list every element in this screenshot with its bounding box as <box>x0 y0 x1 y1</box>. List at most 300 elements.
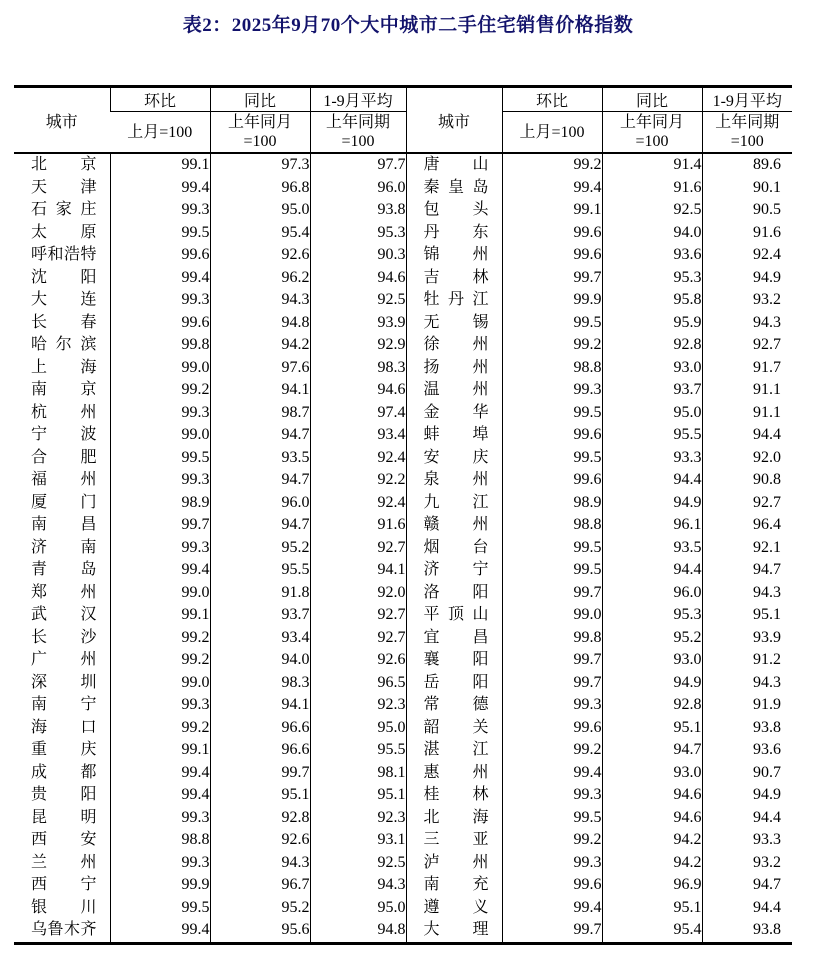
yoy-value: 95.5 <box>210 559 310 582</box>
yoy-value: 94.6 <box>602 807 702 830</box>
yoy-value: 93.6 <box>602 244 702 267</box>
avg-value: 94.7 <box>702 874 792 897</box>
yoy-value: 92.8 <box>602 694 702 717</box>
avg-value: 93.8 <box>702 919 792 943</box>
mom-value: 99.3 <box>110 852 210 875</box>
mom-value: 99.3 <box>110 694 210 717</box>
city-name: 昆 明 <box>31 808 97 826</box>
mom-value: 99.2 <box>502 739 602 762</box>
yoy-value: 94.6 <box>602 784 702 807</box>
mom-value: 99.6 <box>502 244 602 267</box>
table-row <box>14 357 792 380</box>
header-avg-base-line2: =100 <box>341 133 375 150</box>
mom-value: 99.0 <box>502 604 602 627</box>
table-row <box>14 289 792 312</box>
city-name: 大 理 <box>406 919 502 943</box>
mom-value: 99.2 <box>502 829 602 852</box>
avg-value: 94.3 <box>702 312 792 335</box>
mom-value: 99.6 <box>502 717 602 740</box>
mom-value: 99.0 <box>110 357 210 380</box>
yoy-value: 94.9 <box>602 672 702 695</box>
table-row <box>14 919 792 943</box>
yoy-value: 92.8 <box>210 807 310 830</box>
city-name: 济 南 <box>31 538 97 556</box>
avg-value: 94.3 <box>310 874 406 897</box>
mom-value: 99.0 <box>110 424 210 447</box>
table-title: 表2：2025年9月70个大中城市二手住宅销售价格指数 <box>182 15 634 36</box>
yoy-value: 91.8 <box>210 582 310 605</box>
table-row <box>14 379 792 402</box>
city-name: 北 京 <box>31 156 97 173</box>
mom-value: 99.1 <box>110 153 210 177</box>
yoy-value: 94.7 <box>602 739 702 762</box>
yoy-value: 96.9 <box>602 874 702 897</box>
yoy-value: 95.6 <box>210 919 310 943</box>
avg-value: 97.7 <box>310 153 406 177</box>
table-row <box>14 762 792 785</box>
mom-value: 99.7 <box>502 919 602 943</box>
header-avg-base-left <box>310 112 406 154</box>
yoy-value: 97.6 <box>210 357 310 380</box>
header-city-left: 城市 <box>14 87 110 154</box>
mom-value: 99.2 <box>502 153 602 177</box>
mom-value: 99.9 <box>502 289 602 312</box>
yoy-value: 91.6 <box>602 177 702 200</box>
city-name: 岳 阳 <box>406 672 502 695</box>
mom-value: 99.4 <box>110 919 210 943</box>
avg-value: 95.0 <box>310 897 406 920</box>
city-name: 合 肥 <box>31 448 97 466</box>
mom-value: 99.5 <box>502 312 602 335</box>
yoy-value: 95.0 <box>602 402 702 425</box>
mom-value: 99.3 <box>502 784 602 807</box>
mom-value: 99.3 <box>502 379 602 402</box>
avg-value: 91.9 <box>702 694 792 717</box>
mom-value: 99.3 <box>110 807 210 830</box>
mom-value: 99.3 <box>110 289 210 312</box>
yoy-value: 95.2 <box>210 897 310 920</box>
avg-value: 93.1 <box>310 829 406 852</box>
avg-value: 94.9 <box>702 267 792 290</box>
mom-value: 99.5 <box>502 402 602 425</box>
city-name: 秦 皇 岛 <box>406 177 502 200</box>
header-avg-base-line1: 上年同期 <box>325 114 390 131</box>
avg-value: 94.4 <box>702 897 792 920</box>
yoy-value: 96.6 <box>210 739 310 762</box>
city-name: 郑 州 <box>31 583 97 601</box>
table-row <box>14 694 792 717</box>
city-name: 天 津 <box>31 178 97 196</box>
table-row <box>14 402 792 425</box>
yoy-value: 95.5 <box>602 424 702 447</box>
city-name: 泸 州 <box>406 852 502 875</box>
city-name: 长 沙 <box>31 628 97 646</box>
avg-value: 92.2 <box>310 469 406 492</box>
avg-value: 94.6 <box>310 379 406 402</box>
city-name: 西 安 <box>31 831 97 848</box>
mom-value: 99.5 <box>502 447 602 470</box>
yoy-value: 96.8 <box>210 177 310 200</box>
mom-value: 99.7 <box>502 267 602 290</box>
city-name: 福 州 <box>31 471 97 488</box>
city-name: 惠 州 <box>406 762 502 785</box>
city-name: 常 德 <box>406 694 502 717</box>
yoy-value: 93.5 <box>602 537 702 560</box>
table-row <box>14 559 792 582</box>
city-name: 南 京 <box>31 381 97 398</box>
avg-value: 90.1 <box>702 177 792 200</box>
mom-value: 99.1 <box>110 739 210 762</box>
avg-value: 96.0 <box>310 177 406 200</box>
header-yoy-base-left <box>210 112 310 154</box>
yoy-value: 95.4 <box>210 222 310 245</box>
avg-value: 94.4 <box>702 807 792 830</box>
city-name: 乌 鲁 木 齐 <box>31 921 97 938</box>
city-name: 海 口 <box>31 718 97 736</box>
mom-value: 99.4 <box>110 762 210 785</box>
table-row <box>14 222 792 245</box>
yoy-value: 93.4 <box>210 627 310 650</box>
yoy-value: 98.3 <box>210 672 310 695</box>
avg-value: 93.8 <box>310 199 406 222</box>
avg-value: 95.0 <box>310 717 406 740</box>
mom-value: 99.3 <box>110 402 210 425</box>
city-name: 武 汉 <box>31 606 97 623</box>
mom-value: 99.0 <box>110 672 210 695</box>
mom-value: 99.3 <box>110 537 210 560</box>
city-name: 长 春 <box>31 313 97 331</box>
yoy-value: 94.0 <box>602 222 702 245</box>
city-name: 南 昌 <box>31 516 97 533</box>
price-index-table <box>14 85 792 945</box>
yoy-value: 93.7 <box>602 379 702 402</box>
header-yoy-base-line2: =100 <box>635 133 669 150</box>
yoy-value: 95.2 <box>602 627 702 650</box>
mom-value: 99.4 <box>110 559 210 582</box>
city-name: 温 州 <box>406 379 502 402</box>
avg-value: 93.6 <box>702 739 792 762</box>
yoy-value: 92.6 <box>210 829 310 852</box>
avg-value: 92.5 <box>310 289 406 312</box>
header-yoy-right: 同比 <box>602 87 702 112</box>
yoy-value: 94.7 <box>210 514 310 537</box>
avg-value: 92.1 <box>702 537 792 560</box>
mom-value: 98.9 <box>110 492 210 515</box>
avg-value: 91.6 <box>702 222 792 245</box>
city-name: 厦 门 <box>31 493 97 511</box>
yoy-value: 94.4 <box>602 559 702 582</box>
city-name: 丹 东 <box>406 222 502 245</box>
mom-value: 99.1 <box>502 199 602 222</box>
avg-value: 97.4 <box>310 402 406 425</box>
city-name: 赣 州 <box>406 514 502 537</box>
avg-value: 94.4 <box>702 424 792 447</box>
city-name: 韶 关 <box>406 717 502 740</box>
yoy-value: 94.9 <box>602 492 702 515</box>
yoy-value: 93.0 <box>602 762 702 785</box>
city-name: 无 锡 <box>406 312 502 335</box>
table-row <box>14 267 792 290</box>
city-name: 洛 阳 <box>406 582 502 605</box>
header-mom-left: 环比 <box>110 87 210 112</box>
avg-value: 95.3 <box>310 222 406 245</box>
yoy-value: 95.0 <box>210 199 310 222</box>
table-row <box>14 447 792 470</box>
avg-value: 91.1 <box>702 402 792 425</box>
yoy-value: 94.1 <box>210 694 310 717</box>
avg-value: 92.7 <box>310 537 406 560</box>
avg-value: 92.6 <box>310 649 406 672</box>
city-name: 石 家 庄 <box>31 201 97 218</box>
city-name: 三 亚 <box>406 829 502 852</box>
city-name: 深 圳 <box>31 673 97 691</box>
city-name: 银 川 <box>31 898 97 916</box>
yoy-value: 98.7 <box>210 402 310 425</box>
table-header <box>14 87 792 154</box>
header-yoy-base-line2: =100 <box>243 133 277 150</box>
yoy-value: 93.0 <box>602 649 702 672</box>
avg-value: 90.5 <box>702 199 792 222</box>
table-row <box>14 717 792 740</box>
yoy-value: 92.5 <box>602 199 702 222</box>
city-name: 唐 山 <box>406 153 502 177</box>
yoy-value: 95.3 <box>602 267 702 290</box>
table-row <box>14 492 792 515</box>
avg-value: 95.1 <box>310 784 406 807</box>
city-name: 九 江 <box>406 492 502 515</box>
mom-value: 99.3 <box>110 199 210 222</box>
avg-value: 92.4 <box>310 492 406 515</box>
avg-value: 94.3 <box>702 582 792 605</box>
avg-value: 91.2 <box>702 649 792 672</box>
avg-value: 92.7 <box>702 334 792 357</box>
avg-value: 92.7 <box>702 492 792 515</box>
table-body <box>14 153 792 943</box>
avg-value: 98.3 <box>310 357 406 380</box>
avg-value: 94.7 <box>702 559 792 582</box>
table-row <box>14 199 792 222</box>
city-name: 南 宁 <box>31 696 97 713</box>
table-row <box>14 424 792 447</box>
city-name: 沈 阳 <box>31 268 97 286</box>
yoy-value: 96.2 <box>210 267 310 290</box>
yoy-value: 95.1 <box>602 717 702 740</box>
header-mom-base-left: 上月=100 <box>110 112 210 154</box>
mom-value: 99.8 <box>110 334 210 357</box>
avg-value: 89.6 <box>702 153 792 177</box>
yoy-value: 94.2 <box>602 852 702 875</box>
mom-value: 99.3 <box>110 469 210 492</box>
avg-value: 91.7 <box>702 357 792 380</box>
mom-value: 99.5 <box>502 807 602 830</box>
yoy-value: 95.4 <box>602 919 702 943</box>
avg-value: 92.3 <box>310 694 406 717</box>
avg-value: 91.6 <box>310 514 406 537</box>
avg-value: 92.7 <box>310 627 406 650</box>
table-row <box>14 514 792 537</box>
mom-value: 99.6 <box>502 874 602 897</box>
yoy-value: 97.3 <box>210 153 310 177</box>
header-avg-base-line2: =100 <box>730 133 764 150</box>
city-name: 青 岛 <box>31 561 97 578</box>
avg-value: 96.4 <box>702 514 792 537</box>
avg-value: 94.3 <box>702 672 792 695</box>
table-row <box>14 244 792 267</box>
mom-value: 99.2 <box>110 717 210 740</box>
avg-value: 92.0 <box>310 582 406 605</box>
header-avg-left: 1-9月平均 <box>310 87 406 112</box>
table-row <box>14 312 792 335</box>
table-row <box>14 582 792 605</box>
avg-value: 92.7 <box>310 604 406 627</box>
city-name: 重 庆 <box>31 741 97 758</box>
mom-value: 99.3 <box>502 852 602 875</box>
city-name: 哈 尔 滨 <box>31 336 97 353</box>
yoy-value: 99.7 <box>210 762 310 785</box>
city-name: 西 宁 <box>31 876 97 893</box>
city-name: 南 充 <box>406 874 502 897</box>
header-mom-base-right: 上月=100 <box>502 112 602 154</box>
mom-value: 99.5 <box>110 897 210 920</box>
yoy-value: 92.8 <box>602 334 702 357</box>
city-name: 泉 州 <box>406 469 502 492</box>
table-row <box>14 177 792 200</box>
table-row <box>14 829 792 852</box>
mom-value: 99.4 <box>110 267 210 290</box>
mom-value: 99.4 <box>110 784 210 807</box>
city-name: 太 原 <box>31 223 97 241</box>
city-name: 宜 昌 <box>406 627 502 650</box>
avg-value: 90.7 <box>702 762 792 785</box>
avg-value: 95.5 <box>310 739 406 762</box>
city-name: 吉 林 <box>406 267 502 290</box>
yoy-value: 93.5 <box>210 447 310 470</box>
yoy-value: 94.2 <box>210 334 310 357</box>
avg-value: 93.9 <box>702 627 792 650</box>
avg-value: 93.2 <box>702 289 792 312</box>
mom-value: 99.4 <box>502 897 602 920</box>
city-name: 平 顶 山 <box>406 604 502 627</box>
header-yoy-base-line1: 上年同月 <box>227 114 292 131</box>
yoy-value: 95.9 <box>602 312 702 335</box>
table-row <box>14 807 792 830</box>
mom-value: 99.3 <box>502 694 602 717</box>
mom-value: 98.8 <box>502 514 602 537</box>
mom-value: 99.5 <box>110 447 210 470</box>
avg-value: 96.5 <box>310 672 406 695</box>
city-name: 徐 州 <box>406 334 502 357</box>
table-row <box>14 874 792 897</box>
mom-value: 99.6 <box>110 244 210 267</box>
yoy-value: 96.0 <box>210 492 310 515</box>
mom-value: 99.0 <box>110 582 210 605</box>
table-row <box>14 537 792 560</box>
city-name: 呼 和 浩 特 <box>31 246 97 263</box>
yoy-value: 92.6 <box>210 244 310 267</box>
yoy-value: 94.4 <box>602 469 702 492</box>
city-name: 蚌 埠 <box>406 424 502 447</box>
yoy-value: 96.0 <box>602 582 702 605</box>
city-name: 安 庆 <box>406 447 502 470</box>
yoy-value: 91.4 <box>602 153 702 177</box>
city-name: 桂 林 <box>406 784 502 807</box>
yoy-value: 95.2 <box>210 537 310 560</box>
city-name: 成 都 <box>31 763 97 781</box>
header-mom-right: 环比 <box>502 87 602 112</box>
mom-value: 98.9 <box>502 492 602 515</box>
mom-value: 99.5 <box>502 537 602 560</box>
avg-value: 90.8 <box>702 469 792 492</box>
yoy-value: 96.1 <box>602 514 702 537</box>
city-name: 兰 州 <box>31 853 97 871</box>
avg-value: 90.3 <box>310 244 406 267</box>
avg-value: 93.3 <box>702 829 792 852</box>
table-row <box>14 153 792 177</box>
city-name: 牡 丹 江 <box>406 289 502 312</box>
mom-value: 99.2 <box>110 379 210 402</box>
mom-value: 99.1 <box>110 604 210 627</box>
header-city-right: 城市 <box>406 87 502 154</box>
yoy-value: 93.3 <box>602 447 702 470</box>
avg-value: 92.4 <box>702 244 792 267</box>
city-name: 宁 波 <box>31 426 97 443</box>
yoy-value: 94.0 <box>210 649 310 672</box>
header-yoy-base-right <box>602 112 702 154</box>
city-name: 遵 义 <box>406 897 502 920</box>
city-name: 上 海 <box>31 358 97 376</box>
yoy-value: 94.1 <box>210 379 310 402</box>
mom-value: 99.5 <box>502 559 602 582</box>
avg-value: 92.5 <box>310 852 406 875</box>
avg-value: 91.1 <box>702 379 792 402</box>
mom-value: 99.7 <box>502 649 602 672</box>
table-row <box>14 897 792 920</box>
yoy-value: 95.8 <box>602 289 702 312</box>
table-row <box>14 604 792 627</box>
city-name: 湛 江 <box>406 739 502 762</box>
avg-value: 94.8 <box>310 919 406 943</box>
mom-value: 99.2 <box>110 649 210 672</box>
avg-value: 95.1 <box>702 604 792 627</box>
table-row <box>14 334 792 357</box>
avg-value: 94.6 <box>310 267 406 290</box>
avg-value: 93.8 <box>702 717 792 740</box>
yoy-value: 93.7 <box>210 604 310 627</box>
city-name: 广 州 <box>31 651 97 668</box>
mom-value: 99.4 <box>110 177 210 200</box>
mom-value: 99.6 <box>110 312 210 335</box>
header-avg-right: 1-9月平均 <box>702 87 792 112</box>
mom-value: 99.6 <box>502 222 602 245</box>
yoy-value: 94.2 <box>602 829 702 852</box>
header-avg-base-line1: 上年同期 <box>715 114 780 131</box>
city-name: 扬 州 <box>406 357 502 380</box>
mom-value: 99.4 <box>502 177 602 200</box>
yoy-value: 96.6 <box>210 717 310 740</box>
header-avg-base-right <box>702 112 792 154</box>
yoy-value: 94.3 <box>210 289 310 312</box>
avg-value: 92.3 <box>310 807 406 830</box>
yoy-value: 95.1 <box>210 784 310 807</box>
city-name: 烟 台 <box>406 537 502 560</box>
table-row <box>14 852 792 875</box>
avg-value: 93.9 <box>310 312 406 335</box>
avg-value: 94.9 <box>702 784 792 807</box>
mom-value: 99.9 <box>110 874 210 897</box>
table-row <box>14 649 792 672</box>
city-name: 锦 州 <box>406 244 502 267</box>
yoy-value: 94.7 <box>210 424 310 447</box>
